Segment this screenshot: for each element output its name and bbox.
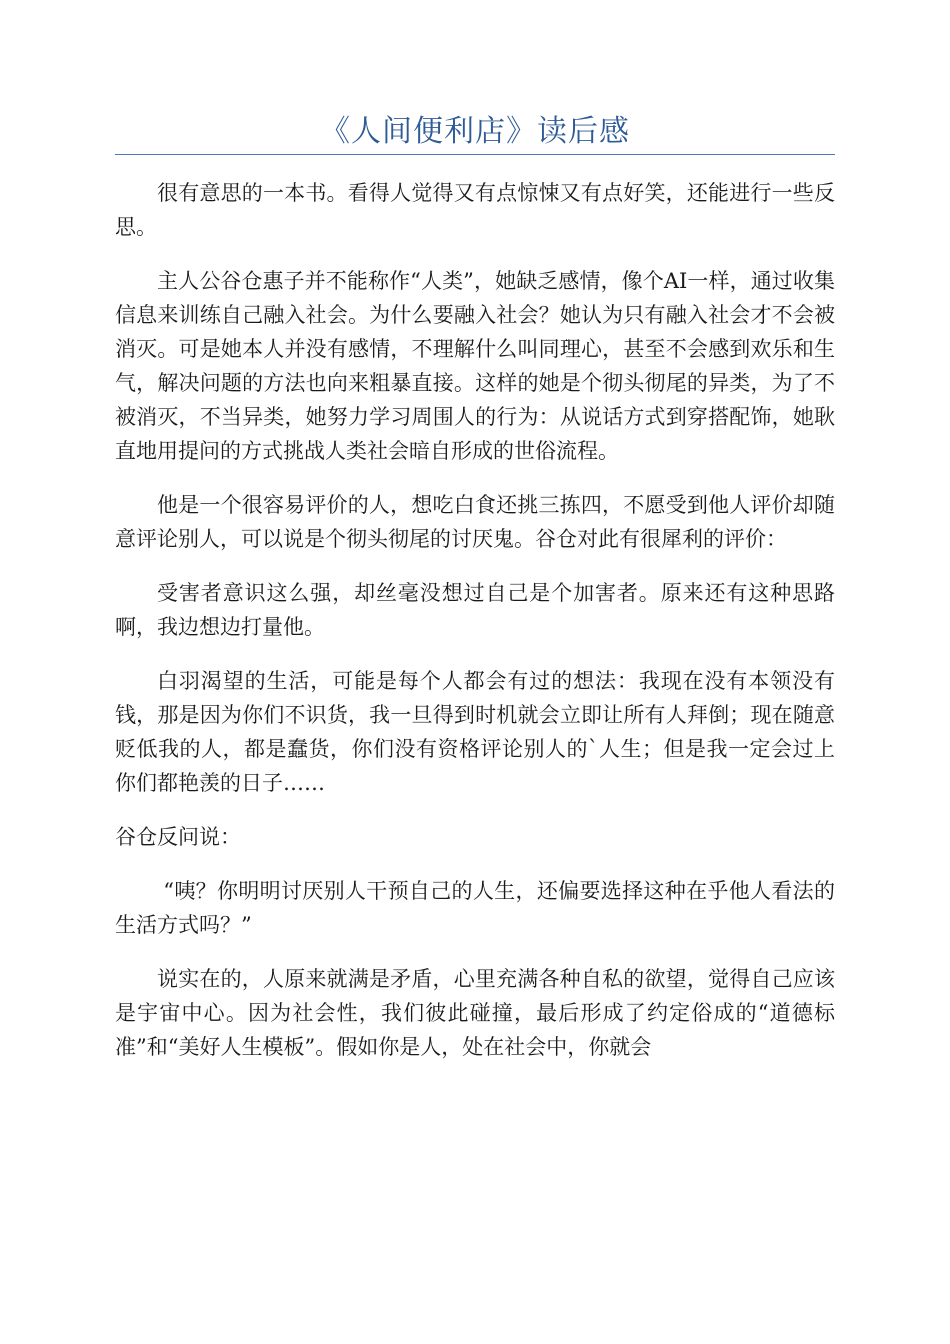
paragraph: 说实在的，人原来就满是矛盾，心里充满各种自私的欲望，觉得自己应该是宇宙中心。因为社会性，我们彼此碰撞，最后形成了约定俗成的“道德标准”和“美好人生模板”。假如你是人，处在社会中，你就会 [115,967,835,1059]
paragraph: 谷仓反问说： [115,825,241,849]
document-title: 《人间便利店》读后感 [320,114,630,149]
paragraph: 白羽渴望的生活，可能是每个人都会有过的想法：我现在没有本领没有钱，那是因为你们不识货，我一旦得到时机就会立即让所有人拜倒；现在随意贬低我的人，都是蠢货，你们没有资格评论别人的`人生；但是我一定会过上你们都艳羡的日子…… [115,669,835,795]
paragraph: 主人公谷仓惠子并不能称作“人类”，她缺乏感情，像个AI一样，通过收集信息来训练自己融入社会。为什么要融入社会？她认为只有融入社会才不会被消灭。可是她本人并没有感情，不理解什么叫同理心，甚至不会感到欢乐和生气，解决问题的方法也向来粗暴直接。这样的她是个彻头彻尾的异类，为了不被消灭，不当异类，她努力学习周围人的行为：从说话方式到穿搭配饰，她耿直地用提问的方式挑战人类社会暗自形成的世俗流程。 [115,269,835,463]
title-underline [115,154,835,155]
quote-paragraph: “咦？你明明讨厌别人干预自己的人生，还偏要选择这种在乎他人看法的生活方式吗？” [115,879,835,937]
paragraph: 很有意思的一本书。看得人觉得又有点惊悚又有点好笑，还能进行一些反思。 [115,181,835,239]
document-body [115,176,835,1084]
paragraph: 他是一个很容易评价的人，想吃白食还挑三拣四，不愿受到他人评价却随意评论别人，可以说是个彻头彻尾的讨厌鬼。谷仓对此有很犀利的评价： [115,493,835,551]
paragraph: 受害者意识这么强，却丝毫没想过自己是个加害者。原来还有这种思路啊，我边想边打量他。 [115,581,835,639]
